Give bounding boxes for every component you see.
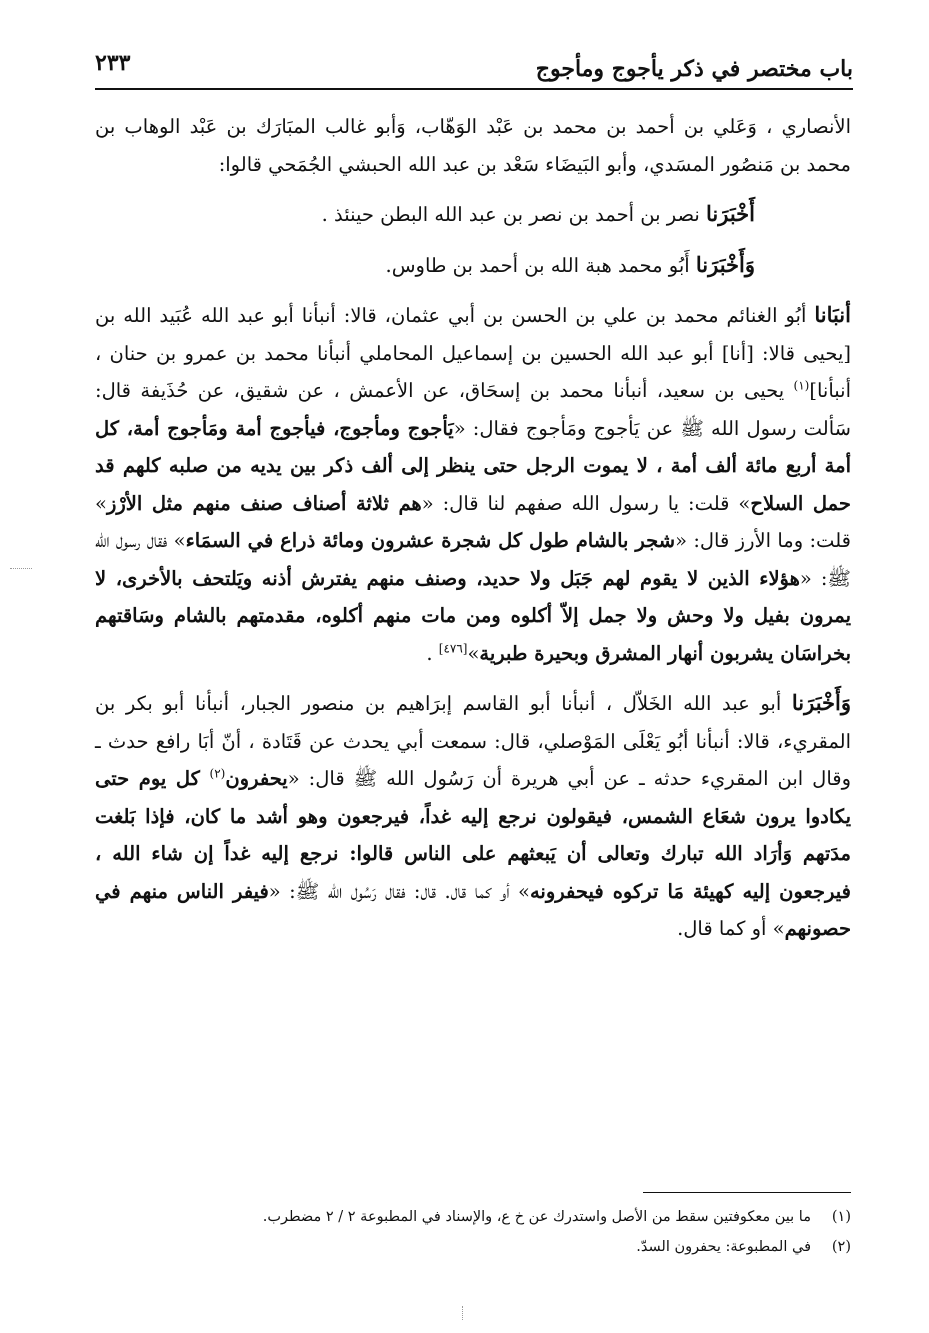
paragraph-text: أَبُو محمد هبة الله بن أحمد بن طاوس. <box>385 253 696 277</box>
footnote-text: ما بين معكوفتين سقط من الأصل واستدرك عن خ ع، والإسناد في المطبوعة ٢ / ٢ مضطرب. <box>262 1209 811 1225</box>
transmission-keyword: وَأَخْبَرَنا <box>695 251 755 277</box>
paragraph-2 <box>95 195 851 234</box>
paragraph-text: » قلت: وما الأرز قال: « <box>95 491 851 552</box>
footnote-number: (١) <box>831 1209 851 1225</box>
scan-artifact <box>10 568 32 570</box>
paragraph-text: . <box>426 641 439 665</box>
footnote-item <box>95 1202 851 1232</box>
hadith-text: شجر بالشام طول كل شجرة عشرون ومائة ذراع في السمَاء <box>185 529 676 552</box>
paragraph-text: » فقال رسول الله ﷺ: « <box>95 529 851 590</box>
transmission-keyword: أنبَانا <box>814 302 851 327</box>
paragraph-1 <box>95 108 851 183</box>
paragraph-text: نصر بن أحمد بن نصر بن عبد الله البطن حينئذ . <box>321 203 707 226</box>
footnote-item <box>95 1232 851 1262</box>
hadith-text: هم ثلاثة أصناف صنف منهم مثل الأرْز <box>106 491 422 515</box>
paragraph-text: » <box>467 641 480 665</box>
hadith-text: كل يوم حتى يكادوا يرون شعَاع الشمس، فيقولون نرجع إليه غداً، فيرجعون وهو أشد ما كان، فإذا بَلغت مدَتهم وَأرَاد الله تبارك وتعالى أن يَبعثهم على الناس قالوا: نرجع إليه غداً إن شاء الله ، فيرجعون إليه كهيئة مَا تركوه فيحفرونه <box>95 767 851 903</box>
hadith-text: هؤلاء الذين لا يقوم لهم جَبَل ولا حديد، وصنف منهم يفترش أذنه ويَلتحف بالأخرى، لا يمرون بفيل ولا وحش ولا جمل إلاّ أكلوه ومن مات منهم أكلوه، مقدمتهم بالشام وسَاقتهم بخراسَان يشربون أنهار المشرق وبحيرة طبرية <box>95 566 851 665</box>
transmission-keyword: وَأَخْبَرَنا <box>791 690 851 715</box>
running-header <box>95 42 853 90</box>
footnote-number: (٢) <box>831 1239 851 1255</box>
paragraph-text: يحيى بن سعيد، أنبأنا محمد بن إسحَاق، عن الأعمش ، عن شقيق، عن حُذَيفة قال: سَألت رسول الله ﷺ عن يَأجوج ومَأجوج فقال: « <box>95 379 851 440</box>
paragraph-4 <box>95 296 851 672</box>
paragraph-text: الأنصاري ، وَعَلي بن أحمد بن محمد بن عَبْد الوَهّاب، وَأبو غالب المبَارَك بن عَبْد الوهاب بن محمد بن مَنصُور المسَدي، وأبو البَيضَاء سَعْد بن عبد الله الحبشي الجُمَحي قالوا: <box>95 115 851 176</box>
footnote-marker: (١) <box>793 378 810 393</box>
hadith-text: يَأجوج ومأجوج، فيأجوج أمة ومَأجوج أمة، كل أمة أربع مائة ألف أمة ، لا يموت الرجل حتى ينظر إلى ألف ذكر بين يديه من صلبه كلهم قد حمل السلاح <box>95 416 851 515</box>
hadith-reference-number: [٤٧٦] <box>438 641 468 655</box>
paragraph-text: أبُو الغنائم محمد بن علي بن الحسن بن أبي عثمان، قالا: أنبأنا أبو عبد الله عُبَيد الله بن [يحيى قالا: [أنا] أبو عبد الله الحسين بن إسماعيل المحاملي أنبأنا محمد بن عمرو بن حنان ، أنبأنا] <box>95 304 851 402</box>
page-number: ٢٣٣ <box>95 50 131 76</box>
hadith-text: يحفرون <box>225 767 288 790</box>
paragraph-text: » قلت: يا رسول الله صفهم لنا قال: « <box>421 491 751 515</box>
footnote-separator <box>643 1192 851 1193</box>
paragraph-3 <box>95 246 851 285</box>
footnote-text: في المطبوعة: يحفرون السدّ. <box>636 1239 811 1255</box>
hadith-text: فيفر الناس منهم في حصونهم <box>95 879 851 940</box>
transmission-keyword: أَخْبَرَنا <box>706 201 755 226</box>
main-text <box>95 108 851 960</box>
footnote-marker: (٢) <box>209 766 226 781</box>
chapter-title: باب مختصر في ذكر يأجوج ومأجوج <box>535 56 853 82</box>
footnotes <box>95 1202 851 1262</box>
paragraph-text: » أو كما قال. قال: فقال رَسُول الله ﷺ: « <box>268 879 530 903</box>
paragraph-5 <box>95 684 851 948</box>
scan-artifact <box>462 1306 464 1320</box>
paragraph-text: » أو كما قال. <box>677 917 785 940</box>
paragraph-text: أبو عبد الله الخَلاّل ، أنبأنا أبو القاسم إبرَاهيم بن منصور الجبار، أنبأنا أبو بكر بن المقريء، قالا: أنبأنا أبُو يَعْلَى المَوْصلي، قال: سمعت أبي يحدث عن قَتَادة ، أنّ أبَا رافع حدث ـ وقال ابن المقريء حدثه ـ عن أبي هريرة أن رَسُول الله ﷺ قال: « <box>95 692 851 790</box>
